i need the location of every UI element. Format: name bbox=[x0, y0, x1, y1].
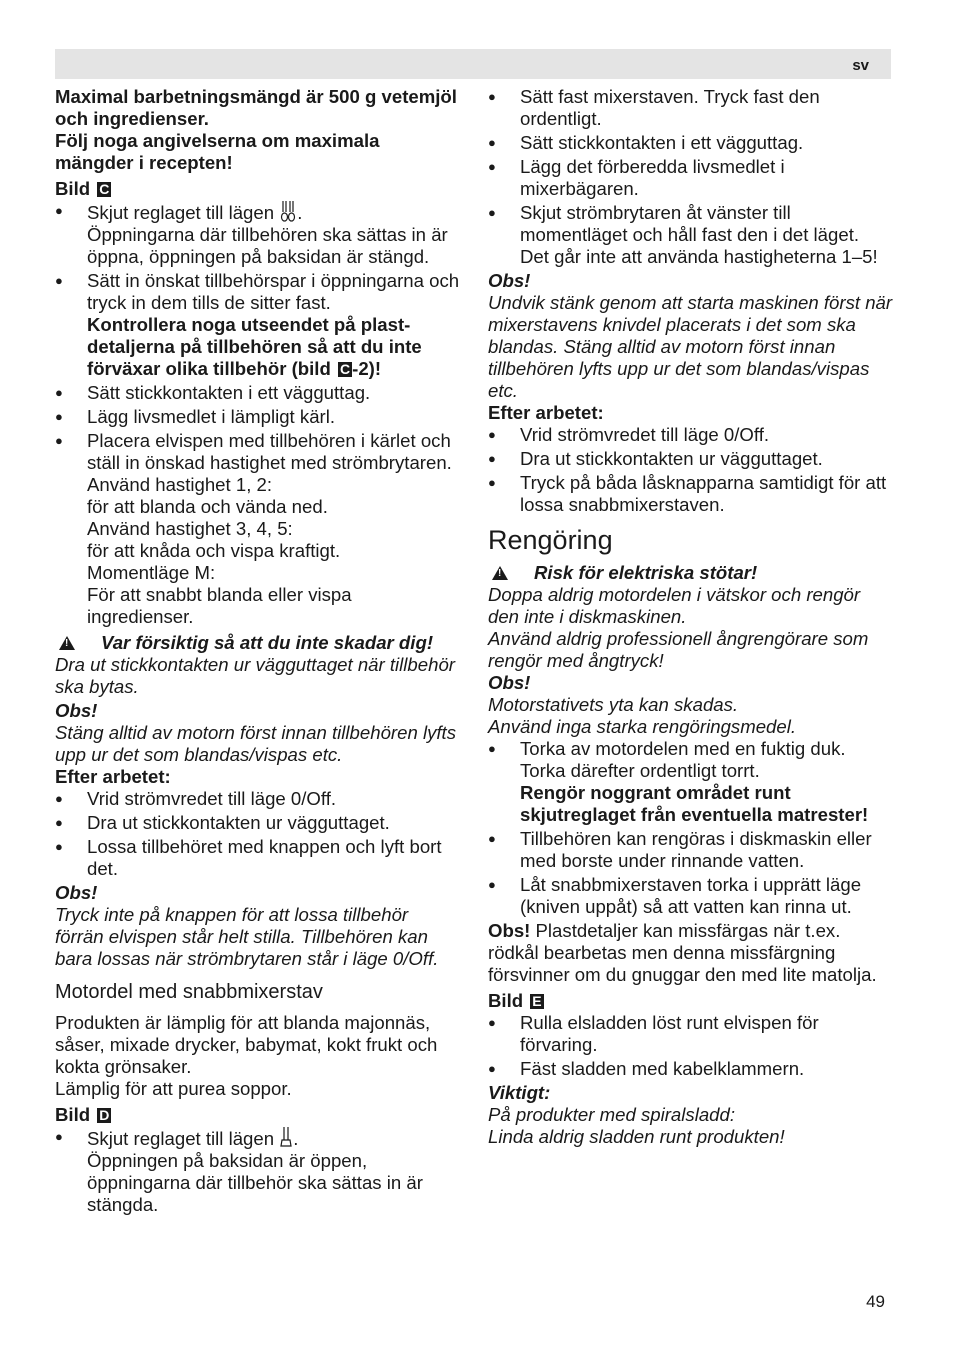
list-item: ● Skjut strömbrytaren åt vänster till momentläget och håll fast den i det läget. Det går inte att använda hastigheterna 1–5! bbox=[488, 202, 893, 268]
list-item: ● Sätt stickkontakten i ett vägguttag. bbox=[55, 382, 460, 404]
list-item: ● Fäst sladden med kabelklammern. bbox=[488, 1058, 893, 1080]
list-item: ● Skjut reglaget till lägen . Öppningen på baksidan är öppen, öppningarna där tillbehör ska sättas in är stängda. bbox=[55, 1126, 460, 1216]
list-item: ● Skjut reglaget till lägen . Öppningarna där tillbehören ska sättas in är öppna, öppningen på baksidan är stängd. bbox=[55, 200, 460, 268]
list-item: ● Tryck på båda låsknapparna samtidigt för att lossa snabbmixerstaven. bbox=[488, 472, 893, 516]
figure-letter-c: C bbox=[340, 361, 351, 377]
section-heading: Motordel med snabbmixerstav bbox=[55, 981, 323, 1003]
list-item: ● Sätt fast mixerstaven. Tryck fast den ordentligt. bbox=[488, 86, 893, 130]
section-text: Produkten är lämplig för att blanda majonnäs, såser, mixade drycker, babymat, kokt frukt och kokta grönsaker. bbox=[55, 1012, 438, 1077]
note-title: Obs! bbox=[488, 270, 531, 291]
list-item: ● Lossa tillbehöret med knappen och lyft bort det. bbox=[55, 836, 460, 880]
figure-letter-e: E bbox=[532, 993, 542, 1009]
warning-text-2: Använd aldrig professionell ångrengörare som rengör med ångtryck! bbox=[488, 628, 869, 671]
list-item: ● Dra ut stickkontakten ur vägguttaget. bbox=[488, 448, 893, 470]
blender-steps bbox=[488, 86, 893, 268]
after-work-title: Efter arbetet: bbox=[55, 766, 171, 787]
header-bar bbox=[55, 49, 891, 79]
note-text: Tryck inte på knappen för att lossa tillbehör förrän elvispen står helt stilla. Tillbehören kan bara lossas när strömbrytaren står i läge 0/Off. bbox=[55, 904, 439, 969]
after-work-title: Efter arbetet: bbox=[488, 402, 604, 423]
important-text-2: Linda aldrig sladden runt produkten! bbox=[488, 1126, 785, 1147]
list-item: ● Torka av motordelen med en fuktig duk. Torka därefter ordentligt torrt. Rengör noggrant området runt skjutreglaget från eventuella matrester! bbox=[488, 738, 893, 826]
note-title: Obs! bbox=[55, 882, 98, 903]
max-capacity-note: Maximal barbetningsmängd är 500 g vetemjöl och ingredienser. bbox=[55, 86, 457, 129]
warning-heading: !Var försiktig så att du inte skadar dig! bbox=[55, 632, 460, 654]
figure-c-label: Bild C bbox=[55, 178, 110, 199]
warning-heading: !Risk för elektriska stötar! bbox=[488, 562, 893, 584]
list-item: ● Tillbehören kan rengöras i diskmaskin eller med borste under rinnande vatten. bbox=[488, 828, 893, 872]
cleaning-steps bbox=[488, 738, 893, 918]
figure-e-label: Bild E bbox=[488, 990, 542, 1011]
list-item: ● Vrid strömvredet till läge 0/Off. bbox=[55, 788, 460, 810]
left-column bbox=[55, 86, 460, 1218]
warning-icon bbox=[59, 636, 75, 650]
blender-position-icon bbox=[279, 1126, 293, 1148]
list-item: ● Dra ut stickkontakten ur vägguttaget. bbox=[55, 812, 460, 834]
note-text: Undvik stänk genom att starta maskinen först när mixerstavens knivdel placerats i det som ska blandas. Stäng alltid av motorn först innan tillbehören lyfts upp ur det som blandas/vispas etc. bbox=[488, 292, 893, 401]
note-text: Stäng alltid av motorn först innan tillbehören lyfts upp ur det som blandas/vispas etc. bbox=[55, 722, 457, 765]
figure-letter-d: D bbox=[99, 1107, 110, 1123]
right-column bbox=[488, 86, 893, 1148]
section-text-2: Lämplig för att purea soppor. bbox=[55, 1078, 292, 1099]
list-item: ● Rulla elsladden löst runt elvispen för förvaring. bbox=[488, 1012, 893, 1056]
after-work-steps bbox=[55, 788, 460, 880]
list-item: ● Placera elvispen med tillbehören i kärlet och ställ in önskad hastighet med strömbrytaren. Använd hastighet 1, 2: för att blanda och vända ned. Använd hastighet 3, 4, 5: för att knåda och vispa kraftigt. Momentläge M: För att snabbt blanda eller vispa ingredienser. bbox=[55, 430, 460, 628]
figure-e-steps bbox=[488, 1012, 893, 1080]
warning-icon bbox=[492, 566, 508, 580]
figure-c-steps bbox=[55, 200, 460, 628]
list-item: ● Sätt stickkontakten i ett vägguttag. bbox=[488, 132, 893, 154]
cleaning-heading: Rengöring bbox=[488, 525, 613, 555]
note-title: Obs! bbox=[55, 700, 98, 721]
page-number: 49 bbox=[866, 1292, 885, 1311]
figure-d-label: Bild D bbox=[55, 1104, 110, 1125]
note-text: Motorstativets yta kan skadas. bbox=[488, 694, 739, 715]
list-item: ● Låt snabbmixerstaven torka i upprätt läge (kniven uppåt) så att vatten kan rinna ut. bbox=[488, 874, 893, 918]
important-text: På produkter med spiralsladd: bbox=[488, 1104, 736, 1125]
list-item: ● Lägg livsmedlet i lämpligt kärl. bbox=[55, 406, 460, 428]
important-title: Viktigt: bbox=[488, 1082, 551, 1103]
note-title: Obs! bbox=[488, 672, 531, 693]
list-item: ● Lägg det förberedda livsmedlet i mixerbägaren. bbox=[488, 156, 893, 200]
note-text-2: Använd inga starka rengöringsmedel. bbox=[488, 716, 797, 737]
warning-text: Dra ut stickkontakten ur vägguttaget när tillbehör ska bytas. bbox=[55, 654, 455, 697]
figure-d-steps bbox=[55, 1126, 460, 1216]
list-item: ● Vrid strömvredet till läge 0/Off. bbox=[488, 424, 893, 446]
follow-recipe-note: Följ noga angivelserna om maximala mängder i recepten! bbox=[55, 130, 380, 173]
discoloration-note: Obs! Plastdetaljer kan missfärgas när t.ex. rödkål bearbetas men denna missfärgning försvinner om du gnuggar den med lite matolja. bbox=[488, 920, 877, 985]
warning-text: Doppa aldrig motordelen i vätskor och rengör den inte i diskmaskinen. bbox=[488, 584, 861, 627]
whisk-position-icon bbox=[279, 200, 297, 222]
language-code: sv bbox=[852, 57, 869, 74]
after-work-steps bbox=[488, 424, 893, 516]
list-item: ● Sätt in önskat tillbehörspar i öppningarna och tryck in dem tills de sitter fast. Kontrollera noga utseendet på plast-detaljerna på tillbehören så att du inte förväxar olika tillbehör (bild C -2)! bbox=[55, 270, 460, 380]
figure-letter-c: C bbox=[99, 181, 110, 197]
